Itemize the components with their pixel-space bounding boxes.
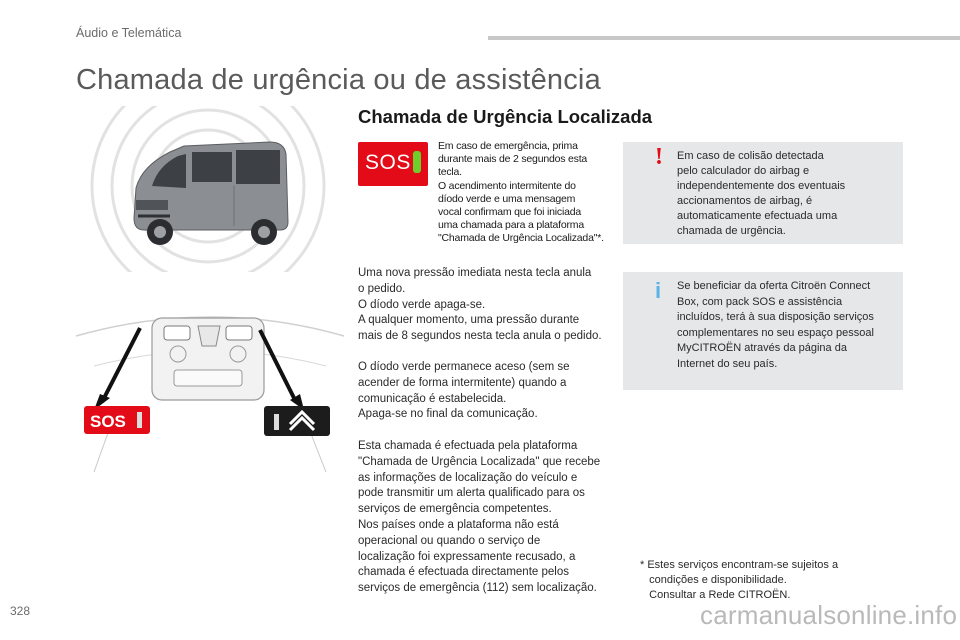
text-line: independentemente dos eventuais [677,180,846,192]
text-line: durante mais de 2 segundos esta [438,153,588,166]
text-line: acender de forma intermitente) quando a [358,376,567,389]
text-line: vocal confirmam que foi iniciada [438,206,582,219]
text-line: comunicação é estabelecida. [358,392,507,405]
text-line: A qualquer momento, uma pressão durante [358,314,580,327]
text-line: localização foi expressamente recusado, a [358,550,576,563]
text-line: O díodo verde permanece aceso (sem se [358,361,570,373]
paragraph-led [358,360,626,423]
text-line: MyCITROËN através da página da [677,342,847,354]
text-line: chamada é efectuada directamente pelos [358,566,569,579]
text-line: serviços de emergência (112) sem localização. [358,582,597,595]
page-title: Chamada de urgência ou de assistência [76,64,601,96]
text-line: O acendimento intermitente do [438,179,576,192]
warning-text [677,149,899,239]
text-line: pode transmitir um alerta qualificado para os [358,487,585,500]
text-line: Nos países onde a plataforma não está [358,518,559,531]
text-line: Se beneficiar da oferta Citroën Connect [677,280,871,292]
text-line: díodo verde e uma mensagem [438,192,576,205]
console-sos-label: SOS [90,412,126,431]
text-line: tecla. [438,166,462,179]
sos-key-icon [358,142,428,186]
paragraph-platform [358,439,626,597]
sos-description [438,140,608,246]
info-box [623,272,903,390]
footnote [640,558,900,603]
green-led-icon [413,151,421,173]
paragraph-cancel [358,266,626,345]
text-line: Em caso de colisão detectada [677,150,824,162]
warning-box [623,142,903,244]
header-rule [488,36,960,40]
console-illustration [74,306,346,472]
text-line: o pedido. [358,282,406,295]
text-line: Internet do seu país. [677,357,778,370]
section-subheading: Chamada de Urgência Localizada [358,106,653,127]
text-line: Em caso de emergência, prima [438,140,578,152]
text-line: automaticamente efectuada uma [677,210,838,222]
text-line: Consultar a Rede CITROËN. [640,589,791,601]
text-line: * Estes serviços encontram-se sujeitos a [640,559,839,571]
info-icon: i [655,278,662,303]
text-line: Apaga-se no final da comunicação. [358,408,538,421]
text-line: Uma nova pressão imediata nesta tecla anula [358,267,592,279]
text-line: Box, com pack SOS e assistência [677,295,843,308]
text-line: pelo calculador do airbag e [677,165,810,177]
text-line: complementares no seu espaço pessoal [677,326,874,339]
text-line: chamada de urgência. [677,225,786,237]
text-line: serviços de emergência competentes. [358,503,552,516]
text-line: Esta chamada é efectuada pela plataforma [358,440,578,452]
van-illustration [74,106,346,272]
text-line: as informações de localização do veículo e [358,471,578,484]
watermark: carmanualsonline.info [700,600,958,630]
text-line: operacional ou quando o serviço de [358,534,541,547]
text-line: uma chamada para a plataforma [438,219,584,232]
text-line: "Chamada de Urgência Localizada"*. [438,232,604,245]
text-line: condições e disponibilidade. [640,574,787,586]
page-number: 328 [10,604,31,618]
text-line: "Chamada de Urgência Localizada" que recebe [358,455,601,468]
section-header: Áudio e Telemática [76,26,182,40]
sos-key-label: SOS [365,151,411,174]
text-line: incluídos, terá à sua disposição serviços [677,311,874,323]
text-line: accionamentos de airbag, é [677,195,813,207]
warning-icon: ! [655,144,663,170]
text-line: O díodo verde apaga-se. [358,298,486,311]
text-line: mais de 8 segundos nesta tecla anula o pedido. [358,330,602,343]
info-text [677,279,899,372]
